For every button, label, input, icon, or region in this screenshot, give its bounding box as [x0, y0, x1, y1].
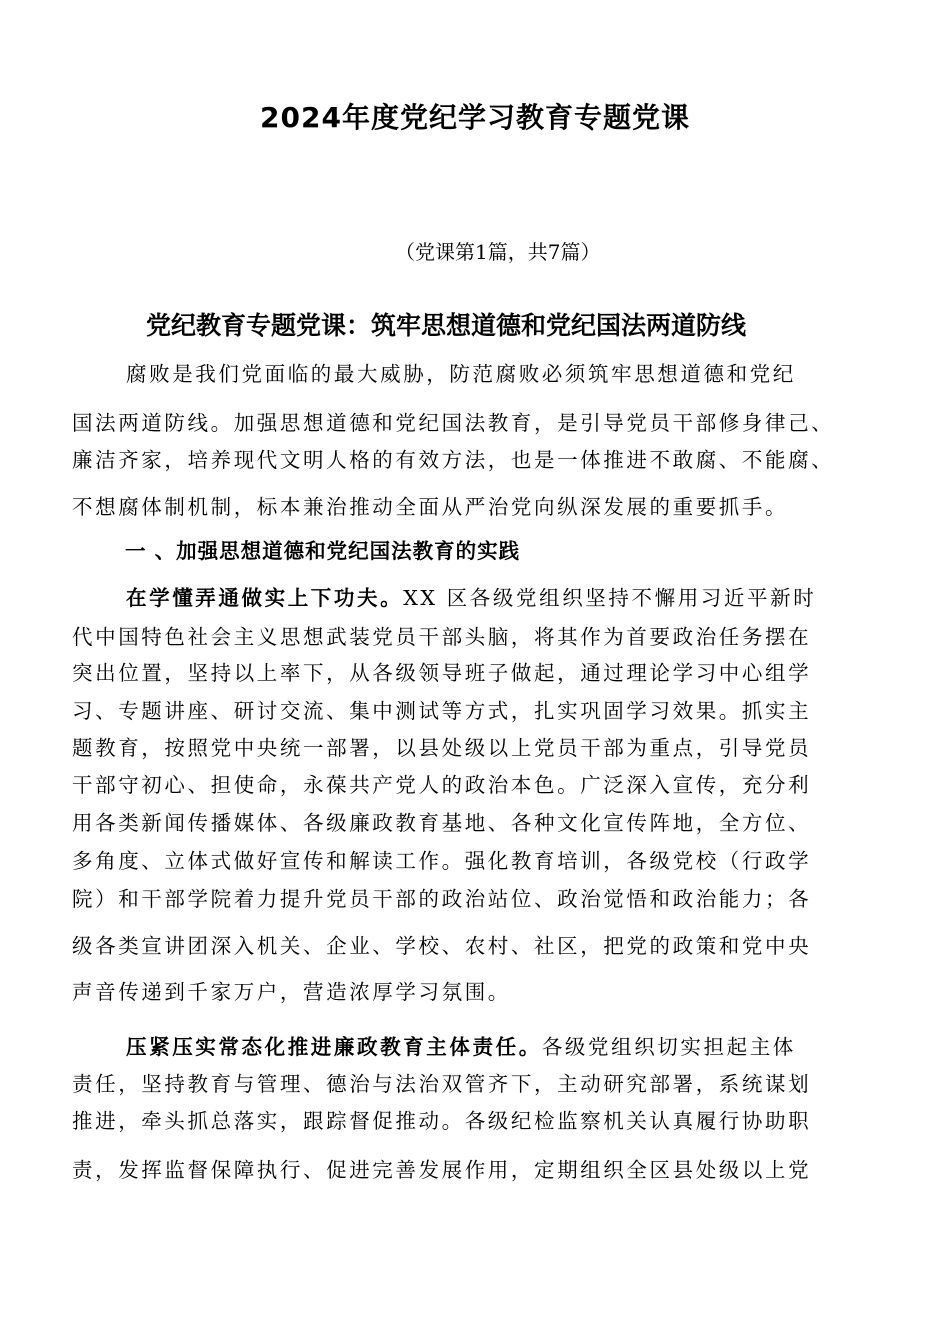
- paragraph-line: 推进，牵头抓总落实，跟踪督促推动。各级纪检监察机关认真履行协助职: [72, 1109, 812, 1133]
- lesson-title: 党纪教育专题党课：筑牢思想道德和党纪国法两道防线: [146, 311, 747, 340]
- paragraph-text: XX 区各级党组织坚持不懈用习近平新时: [403, 586, 817, 610]
- paragraph-line: 突出位置，坚持以上率下，从各级领导班子做起，通过理论学习中心组学: [72, 661, 812, 685]
- paragraph-line: 级各类宣讲团深入机关、企业、学校、农村、社区，把党的政策和党中央: [72, 934, 812, 958]
- paragraph-line: 责，发挥监督保障执行、促进完善发展作用，定期组织全区县处级以上党: [72, 1158, 812, 1182]
- intro-line: 廉洁齐家，培养现代文明人格的有效方法，也是一体推进不敢腐、不能腐、: [72, 448, 835, 472]
- intro-line: 不想腐体制机制，标本兼治推动全面从严治党向纵深发展的重要抓手。: [72, 495, 789, 519]
- paragraph-line: 多角度、立体式做好宣传和解读工作。强化教育培训，各级党校（行政学: [72, 849, 812, 873]
- paragraph-line: 习、专题讲座、研讨交流、集中测试等方式，扎实巩固学习效果。抓实主: [72, 699, 812, 723]
- intro-line: 腐败是我们党面临的最大威胁，防范腐败必须筑牢思想道德和党纪: [126, 362, 796, 386]
- paragraph-line: [126, 581, 816, 611]
- section-heading: 一 、加强思想道德和党纪国法教育的实践: [125, 539, 521, 563]
- document-title: 2024年度党纪学习教育专题党课: [260, 101, 690, 134]
- paragraph-line: 题教育，按照党中央统一部署，以县处级以上党员干部为重点，引导党员: [72, 736, 812, 760]
- paragraph-lead: 在学懂弄通做实上下功夫。: [126, 586, 404, 610]
- paragraph-line: 干部守初心、担使命，永葆共产党人的政治本色。广泛深入宣传，充分利: [72, 773, 812, 797]
- intro-line: 国法两道防线。加强思想道德和党纪国法教育，是引导党员干部修身律己、: [72, 411, 835, 435]
- paragraph-line: 用各类新闻传播媒体、各级廉政教育基地、各种文化宣传阵地，全方位、: [72, 811, 812, 835]
- series-note: （党课第1篇，共7篇）: [395, 240, 601, 264]
- paragraph-text: 各级党组织切实担起主体: [541, 1035, 796, 1059]
- paragraph-line: 责任，坚持教育与管理、德治与法治双管齐下，主动研究部署，系统谋划: [72, 1072, 812, 1096]
- paragraph-line: 声音传递到千家万户，营造浓厚学习氛围。: [72, 980, 511, 1004]
- paragraph-line: 代中国特色社会主义思想武装党员干部头脑，将其作为首要政治任务摆在: [72, 625, 812, 649]
- paragraph-lead: 压紧压实常态化推进廉政教育主体责任。: [126, 1035, 542, 1059]
- paragraph-line: [126, 1030, 796, 1060]
- paragraph-line: 院）和干部学院着力提升党员干部的政治站位、政治觉悟和政治能力；各: [72, 887, 812, 911]
